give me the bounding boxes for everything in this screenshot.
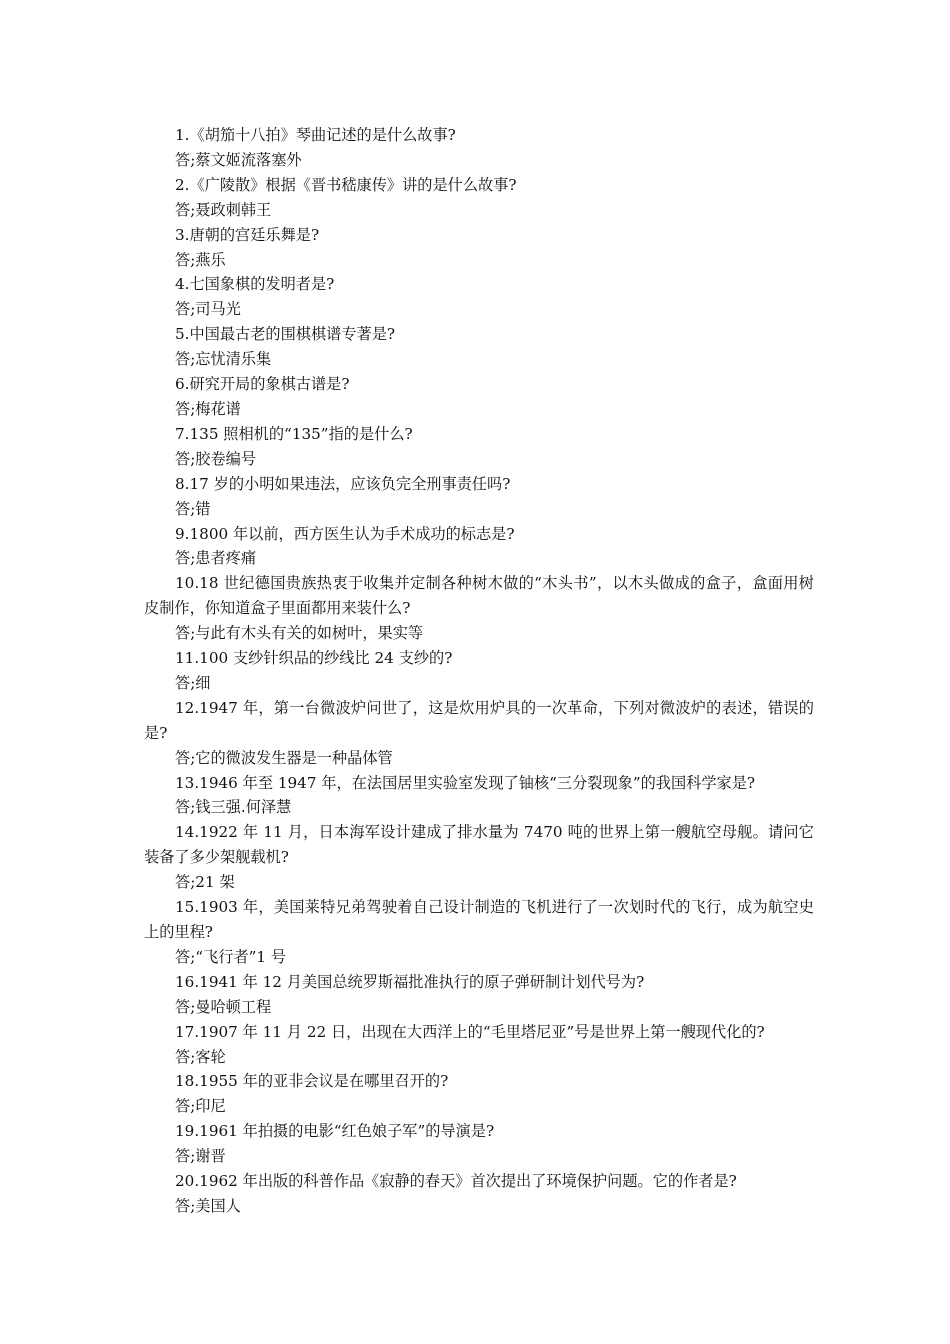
- answer-4: 答;司马光: [175, 300, 241, 319]
- answer-3: 答;燕乐: [175, 250, 226, 269]
- answer-20: 答;美国人: [175, 1196, 241, 1215]
- question-16: 16.1941 年 12 月美国总统罗斯福批准执行的原子弹研制计划代号为?: [175, 972, 645, 991]
- answer-9: 答;患者疼痛: [175, 549, 257, 568]
- answer-11: 答;细: [175, 673, 211, 692]
- question-2: 2.《广陵散》根据《晋书嵇康传》讲的是什么故事?: [175, 175, 517, 194]
- answer-18: 答;印尼: [175, 1097, 226, 1116]
- question-6: 6.研究开局的象棋古谱是?: [175, 375, 350, 394]
- answer-1: 答;蔡文姬流落塞外: [175, 150, 302, 169]
- question-15: 15.1903 年，美国莱特兄弟驾驶着自己设计制造的飞机进行了一次划时代的飞行，成为航空史上的里程?: [144, 898, 814, 941]
- answer-10: 答;与此有木头有关的如树叶，果实等: [175, 624, 424, 643]
- answer-2: 答;聂政刺韩王: [175, 200, 272, 219]
- answer-19: 答;谢晋: [175, 1147, 226, 1166]
- question-11: 11.100 支纱针织品的纱线比 24 支纱的?: [175, 649, 453, 668]
- question-13: 13.1946 年至 1947 年，在法国居里实验室发现了铀核“三分裂现象”的我国科学家是?: [175, 773, 756, 792]
- answer-17: 答;客轮: [175, 1047, 226, 1066]
- question-17: 17.1907 年 11 月 22 日，出现在大西洋上的“毛里塔尼亚”号是世界上第一艘现代化的?: [175, 1022, 765, 1041]
- answer-5: 答;忘忧清乐集: [175, 350, 272, 369]
- question-9: 9.1800 年以前，西方医生认为手术成功的标志是?: [175, 524, 515, 543]
- question-5: 5.中国最古老的围棋棋谱专著是?: [175, 325, 396, 344]
- answer-12: 答;它的微波发生器是一种晶体管: [175, 748, 393, 767]
- answer-16: 答;曼哈顿工程: [175, 997, 272, 1016]
- question-8: 8.17 岁的小明如果违法，应该负完全刑事责任吗?: [175, 474, 511, 493]
- question-3: 3.唐朝的宫廷乐舞是?: [175, 225, 320, 244]
- question-4: 4.七国象棋的发明者是?: [175, 275, 335, 294]
- answer-14: 答;21 架: [175, 873, 235, 892]
- question-19: 19.1961 年拍摄的电影“红色娘子军”的导演是?: [175, 1122, 495, 1141]
- question-1: 1.《胡笳十八拍》琴曲记述的是什么故事?: [175, 126, 456, 144]
- answer-8: 答;错: [175, 499, 211, 518]
- question-14: 14.1922 年 11 月，日本海军设计建成了排水量为 7470 吨的世界上第一艘航空母舰。请问它装备了多少架舰载机?: [144, 823, 814, 867]
- question-18: 18.1955 年的亚非会议是在哪里召开的?: [175, 1072, 449, 1091]
- answer-15: 答;“飞行者”1 号: [175, 947, 287, 966]
- qa-list: [144, 123, 814, 1219]
- question-7: 7.135 照相机的“135”指的是什么?: [175, 424, 413, 443]
- answer-7: 答;胶卷编号: [175, 449, 257, 468]
- question-12: 12.1947 年，第一台微波炉问世了，这是炊用炉具的一次革命，下列对微波炉的表述，错误的是?: [144, 698, 814, 742]
- question-10: 10.18 世纪德国贵族热衷于收集并定制各种树木做的“木头书”，以木头做成的盒子，盒面用树皮制作，你知道盒子里面都用来装什么?: [144, 574, 814, 618]
- question-20: 20.1962 年出版的科普作品《寂静的春天》首次提出了环境保护问题。它的作者是?: [175, 1172, 737, 1191]
- answer-6: 答;梅花谱: [175, 399, 241, 418]
- answer-13: 答;钱三强.何泽慧: [175, 798, 292, 817]
